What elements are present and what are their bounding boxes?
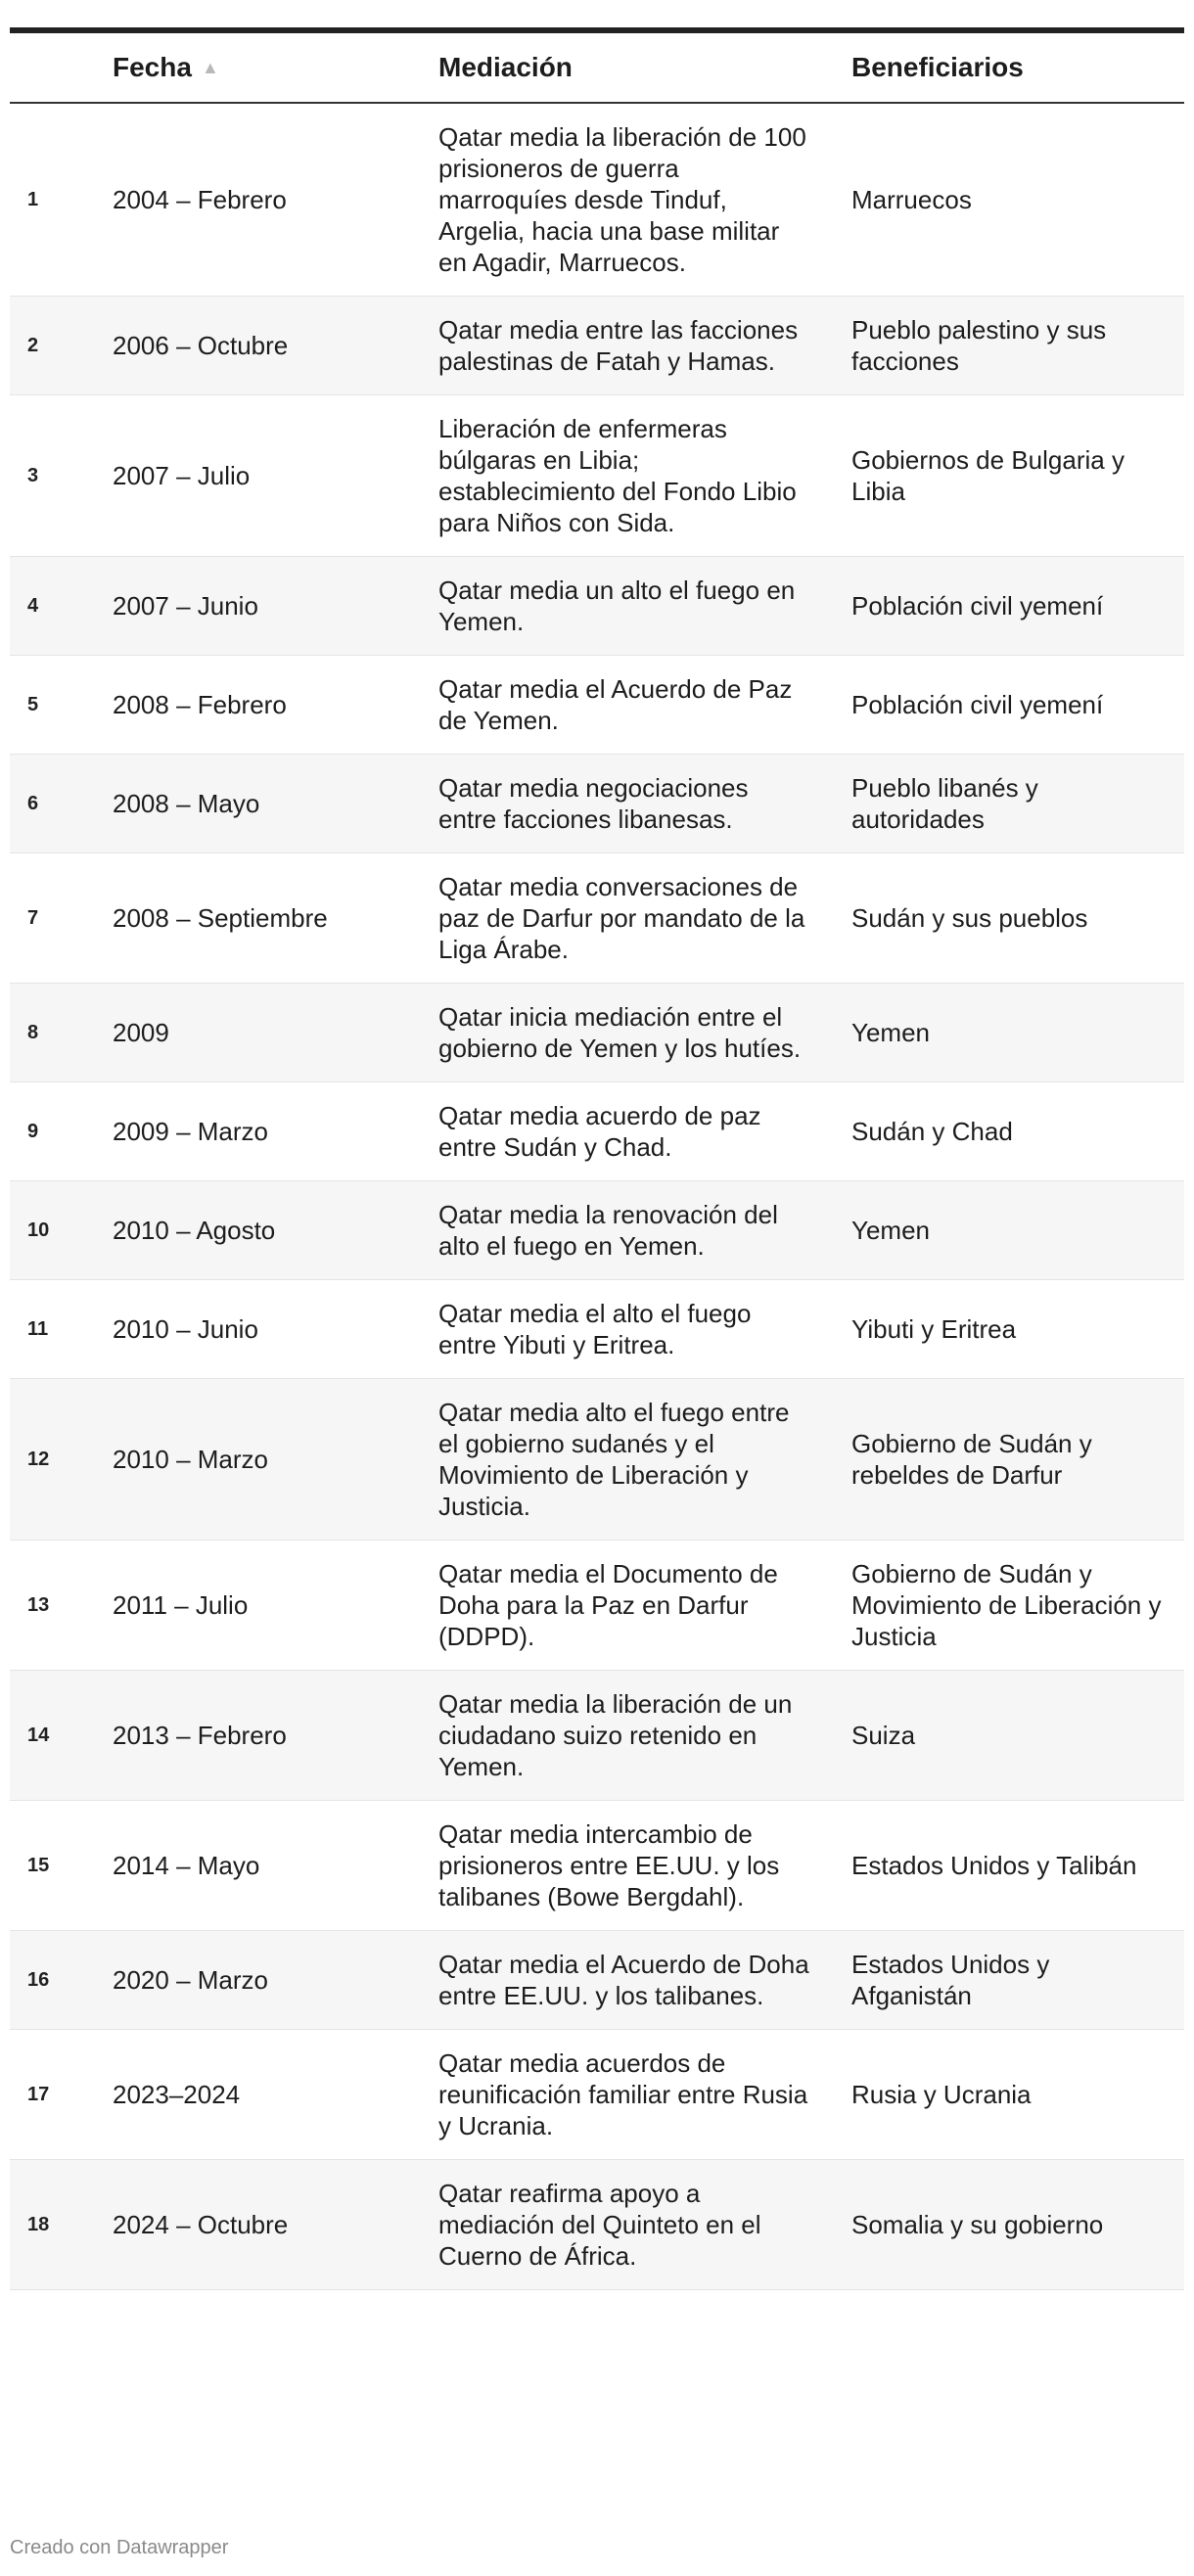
beneficiarios-cell: Yemen xyxy=(851,984,1184,1082)
fecha-cell: 2008 – Febrero xyxy=(113,656,438,755)
column-header-beneficiarios-label: Beneficiarios xyxy=(851,52,1024,82)
column-header-mediacion-label: Mediación xyxy=(438,52,573,82)
table-row xyxy=(10,1671,1184,1801)
fecha-cell: 2006 – Octubre xyxy=(113,297,438,395)
mediacion-cell: Qatar media entre las facciones palestinas de Fatah y Hamas. xyxy=(438,297,851,395)
mediacion-cell: Qatar media un alto el fuego en Yemen. xyxy=(438,557,851,656)
fecha-cell: 2013 – Febrero xyxy=(113,1671,438,1801)
data-table-container xyxy=(10,27,1184,2290)
mediacion-cell: Qatar media la liberación de un ciudadano suizo retenido en Yemen. xyxy=(438,1671,851,1801)
mediacion-cell: Qatar media el alto el fuego entre Yibuti y Eritrea. xyxy=(438,1280,851,1379)
beneficiarios-cell: Suiza xyxy=(851,1671,1184,1801)
row-index-cell: 18 xyxy=(10,2160,113,2290)
column-header-fecha-label: Fecha xyxy=(113,52,192,82)
data-table xyxy=(10,33,1184,2290)
beneficiarios-cell: Sudán y Chad xyxy=(851,1082,1184,1181)
column-header-index xyxy=(10,33,113,103)
fecha-cell: 2004 – Febrero xyxy=(113,103,438,297)
mediacion-cell: Qatar media negociaciones entre facciones libanesas. xyxy=(438,755,851,853)
table-row xyxy=(10,984,1184,1082)
mediacion-cell: Qatar media conversaciones de paz de Darfur por mandato de la Liga Árabe. xyxy=(438,853,851,984)
table-header xyxy=(10,33,1184,103)
fecha-cell: 2007 – Julio xyxy=(113,395,438,557)
beneficiarios-cell: Pueblo palestino y sus facciones xyxy=(851,297,1184,395)
fecha-cell: 2023–2024 xyxy=(113,2030,438,2160)
mediacion-cell: Qatar media el Documento de Doha para la Paz en Darfur (DDPD). xyxy=(438,1541,851,1671)
table-row xyxy=(10,103,1184,297)
beneficiarios-cell: Sudán y sus pueblos xyxy=(851,853,1184,984)
mediacion-cell: Qatar media el Acuerdo de Paz de Yemen. xyxy=(438,656,851,755)
beneficiarios-cell: Estados Unidos y Afganistán xyxy=(851,1931,1184,2030)
fecha-cell: 2010 – Junio xyxy=(113,1280,438,1379)
fecha-cell: 2010 – Marzo xyxy=(113,1379,438,1541)
mediacion-cell: Liberación de enfermeras búlgaras en Libia; establecimiento del Fondo Libio para Niños con Sida. xyxy=(438,395,851,557)
mediacion-cell: Qatar media la renovación del alto el fuego en Yemen. xyxy=(438,1181,851,1280)
mediacion-cell: Qatar media alto el fuego entre el gobierno sudanés y el Movimiento de Liberación y Justicia. xyxy=(438,1379,851,1541)
table-row xyxy=(10,2160,1184,2290)
beneficiarios-cell: Marruecos xyxy=(851,103,1184,297)
row-index-cell: 11 xyxy=(10,1280,113,1379)
table-row xyxy=(10,1181,1184,1280)
beneficiarios-cell: Rusia y Ucrania xyxy=(851,2030,1184,2160)
footer-credit: Creado con Datawrapper xyxy=(10,2537,229,2558)
beneficiarios-cell: Gobierno de Sudán y Movimiento de Liberación y Justicia xyxy=(851,1541,1184,1671)
table-row xyxy=(10,656,1184,755)
row-index-cell: 14 xyxy=(10,1671,113,1801)
row-index-cell: 6 xyxy=(10,755,113,853)
fecha-cell: 2008 – Mayo xyxy=(113,755,438,853)
fecha-cell: 2014 – Mayo xyxy=(113,1801,438,1931)
fecha-cell: 2007 – Junio xyxy=(113,557,438,656)
fecha-cell: 2020 – Marzo xyxy=(113,1931,438,2030)
row-index-cell: 7 xyxy=(10,853,113,984)
beneficiarios-cell: Estados Unidos y Talibán xyxy=(851,1801,1184,1931)
row-index-cell: 16 xyxy=(10,1931,113,2030)
beneficiarios-cell: Gobierno de Sudán y rebeldes de Darfur xyxy=(851,1379,1184,1541)
table-row xyxy=(10,853,1184,984)
table-row xyxy=(10,395,1184,557)
row-index-cell: 15 xyxy=(10,1801,113,1931)
row-index-cell: 10 xyxy=(10,1181,113,1280)
mediacion-cell: Qatar media la liberación de 100 prisioneros de guerra marroquíes desde Tinduf, Argelia, hacia una base militar en Agadir, Marruecos. xyxy=(438,103,851,297)
beneficiarios-cell: Gobiernos de Bulgaria y Libia xyxy=(851,395,1184,557)
fecha-cell: 2009 – Marzo xyxy=(113,1082,438,1181)
beneficiarios-cell: Yibuti y Eritrea xyxy=(851,1280,1184,1379)
fecha-cell: 2009 xyxy=(113,984,438,1082)
row-index-cell: 3 xyxy=(10,395,113,557)
fecha-cell: 2024 – Octubre xyxy=(113,2160,438,2290)
table-row xyxy=(10,1379,1184,1541)
table-row xyxy=(10,297,1184,395)
mediacion-cell: Qatar reafirma apoyo a mediación del Quinteto en el Cuerno de África. xyxy=(438,2160,851,2290)
table-row xyxy=(10,755,1184,853)
beneficiarios-cell: Población civil yemení xyxy=(851,656,1184,755)
mediacion-cell: Qatar media el Acuerdo de Doha entre EE.UU. y los talibanes. xyxy=(438,1931,851,2030)
table-row xyxy=(10,1280,1184,1379)
row-index-cell: 9 xyxy=(10,1082,113,1181)
mediacion-cell: Qatar media intercambio de prisioneros entre EE.UU. y los talibanes (Bowe Bergdahl). xyxy=(438,1801,851,1931)
beneficiarios-cell: Somalia y su gobierno xyxy=(851,2160,1184,2290)
beneficiarios-cell: Población civil yemení xyxy=(851,557,1184,656)
table-row xyxy=(10,557,1184,656)
beneficiarios-cell: Pueblo libanés y autoridades xyxy=(851,755,1184,853)
table-row xyxy=(10,1801,1184,1931)
table-body xyxy=(10,103,1184,2290)
header-row xyxy=(10,33,1184,103)
column-header-fecha[interactable] xyxy=(113,33,438,103)
mediacion-cell: Qatar media acuerdos de reunificación familiar entre Rusia y Ucrania. xyxy=(438,2030,851,2160)
beneficiarios-cell: Yemen xyxy=(851,1181,1184,1280)
fecha-cell: 2010 – Agosto xyxy=(113,1181,438,1280)
row-index-cell: 2 xyxy=(10,297,113,395)
row-index-cell: 13 xyxy=(10,1541,113,1671)
column-header-mediacion[interactable] xyxy=(438,33,851,103)
row-index-cell: 12 xyxy=(10,1379,113,1541)
column-header-beneficiarios[interactable] xyxy=(851,33,1184,103)
mediacion-cell: Qatar inicia mediación entre el gobierno de Yemen y los hutíes. xyxy=(438,984,851,1082)
table-row xyxy=(10,1931,1184,2030)
row-index-cell: 1 xyxy=(10,103,113,297)
fecha-cell: 2011 – Julio xyxy=(113,1541,438,1671)
sort-ascending-icon[interactable]: ▲ xyxy=(201,58,219,77)
row-index-cell: 5 xyxy=(10,656,113,755)
table-row xyxy=(10,1541,1184,1671)
row-index-cell: 4 xyxy=(10,557,113,656)
row-index-cell: 17 xyxy=(10,2030,113,2160)
table-row xyxy=(10,2030,1184,2160)
fecha-cell: 2008 – Septiembre xyxy=(113,853,438,984)
mediacion-cell: Qatar media acuerdo de paz entre Sudán y Chad. xyxy=(438,1082,851,1181)
row-index-cell: 8 xyxy=(10,984,113,1082)
table-row xyxy=(10,1082,1184,1181)
